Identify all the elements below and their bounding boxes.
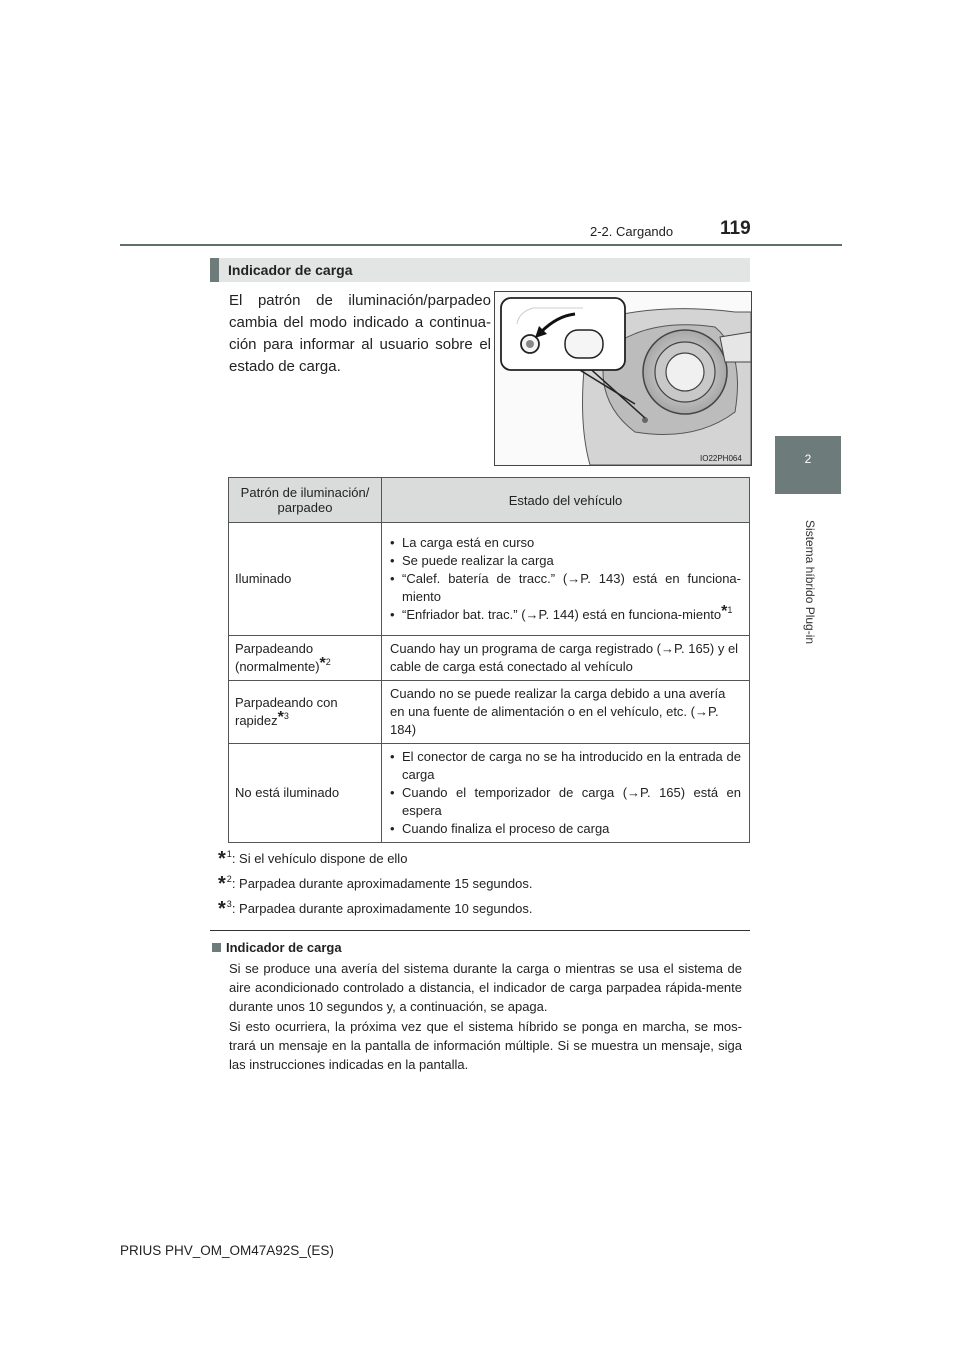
table-row bbox=[229, 636, 750, 681]
footnote-number: 1 bbox=[226, 849, 232, 859]
page-number: 119 bbox=[720, 218, 751, 239]
charge-indicator-table bbox=[228, 477, 750, 843]
footnote-ref: 2 bbox=[325, 657, 331, 667]
footnote-number: 2 bbox=[226, 874, 232, 884]
list-item: • “Calef. batería de tracc.” (→P. 143) está en funciona-miento bbox=[390, 570, 741, 606]
intro-paragraph: El patrón de iluminación/parpadeo cambia del modo indicado a continua-ción para informar al usuario sobre el estado de carga. bbox=[229, 292, 491, 375]
footnote-ref: 3 bbox=[283, 711, 289, 721]
footnote bbox=[218, 848, 407, 871]
section-title: Indicador de carga bbox=[228, 262, 353, 278]
footnote-text: : Parpadea durante aproximadamente 15 segundos. bbox=[231, 876, 533, 891]
table-cell-pattern bbox=[229, 523, 382, 636]
footnote-ref: 1 bbox=[727, 605, 733, 615]
list-item: • El conector de carga no se ha introducido en la entrada de carga bbox=[390, 748, 741, 784]
list-item bbox=[390, 603, 741, 624]
charging-port-illustration bbox=[494, 291, 752, 466]
note-heading bbox=[212, 940, 342, 955]
footnote-asterisk: * bbox=[218, 848, 226, 870]
footnote bbox=[218, 898, 532, 921]
table-header-state: Estado del vehículo bbox=[382, 478, 750, 523]
pattern-text: Iluminado bbox=[235, 571, 292, 586]
footnote-asterisk: * bbox=[218, 873, 226, 895]
list-item: • Cuando finaliza el proceso de carga bbox=[390, 820, 741, 838]
pattern-text: Parpadeando con rapidez bbox=[235, 695, 338, 728]
table-cell-pattern bbox=[229, 681, 382, 744]
table-cell-pattern bbox=[229, 636, 382, 681]
footnote-asterisk: * bbox=[721, 603, 728, 620]
footer-document-code: PRIUS PHV_OM_OM47A92S_(ES) bbox=[120, 1243, 334, 1258]
table-row bbox=[229, 744, 750, 843]
charging-port-drawing bbox=[495, 292, 751, 465]
table-cell-pattern bbox=[229, 744, 382, 843]
list-item-text: “Enfriador bat. trac.” (→P. 144) está en funciona-miento bbox=[402, 607, 722, 622]
table-cell-state: Cuando no se puede realizar la carga debido a una avería en una fuente de alimentación o en el vehículo, etc. (→P. 184) bbox=[382, 681, 750, 744]
list-item: • Se puede realizar la carga bbox=[390, 552, 741, 570]
footnote-asterisk: * bbox=[277, 709, 284, 726]
list-item: • La carga está en curso bbox=[390, 534, 741, 552]
state-list bbox=[390, 748, 741, 838]
footnote-text: : Si el vehículo dispone de ello bbox=[231, 851, 408, 866]
footnote-asterisk: * bbox=[319, 655, 326, 672]
table-cell-state bbox=[382, 523, 750, 636]
figure-code: IO22PH064 bbox=[700, 454, 742, 463]
square-bullet-icon bbox=[212, 943, 221, 952]
note-title: Indicador de carga bbox=[226, 940, 342, 955]
list-item: • Cuando el temporizador de carga (→P. 165) está en espera bbox=[390, 784, 741, 820]
table-row bbox=[229, 523, 750, 636]
footnote bbox=[218, 873, 532, 896]
footnote-asterisk: * bbox=[218, 898, 226, 920]
chapter-tab-number: 2 bbox=[804, 452, 812, 466]
footnote-text: : Parpadea durante aproximadamente 10 segundos. bbox=[231, 901, 533, 916]
header-divider bbox=[120, 244, 842, 246]
note-divider bbox=[210, 930, 750, 931]
header-section-title: 2-2. Cargando bbox=[590, 224, 674, 239]
table-row bbox=[229, 681, 750, 744]
chapter-tab-label: Sistema híbrido Plug-in bbox=[803, 520, 817, 645]
pattern-text: Parpadeando (normalmente) bbox=[235, 641, 320, 674]
table-header-pattern: Patrón de iluminación/ parpadeo bbox=[229, 478, 382, 523]
pattern-text: No está iluminado bbox=[235, 785, 340, 800]
table-header-row bbox=[229, 478, 750, 523]
table-cell-state: Cuando hay un programa de carga registrado (→P. 165) y el cable de carga está conectado al vehículo bbox=[382, 636, 750, 681]
table-cell-state bbox=[382, 744, 750, 843]
note-paragraph-1: Si se produce una avería del sistema durante la carga o mientras se usa el sistema de aire acondicionado controlado a distancia, el indicador de carga parpadea rápida-mente durante unos 10 segundos y, a continuación, se apaga. bbox=[229, 961, 742, 1014]
footnote-number: 3 bbox=[226, 899, 232, 909]
state-list bbox=[390, 534, 741, 624]
note-paragraph-2: Si esto ocurriera, la próxima vez que el sistema híbrido se ponga en marcha, se mos-trará un mensaje en la pantalla de información múltiple. Si se muestra un mensaje, siga las instrucciones indicadas en la pantalla. bbox=[229, 1019, 742, 1072]
